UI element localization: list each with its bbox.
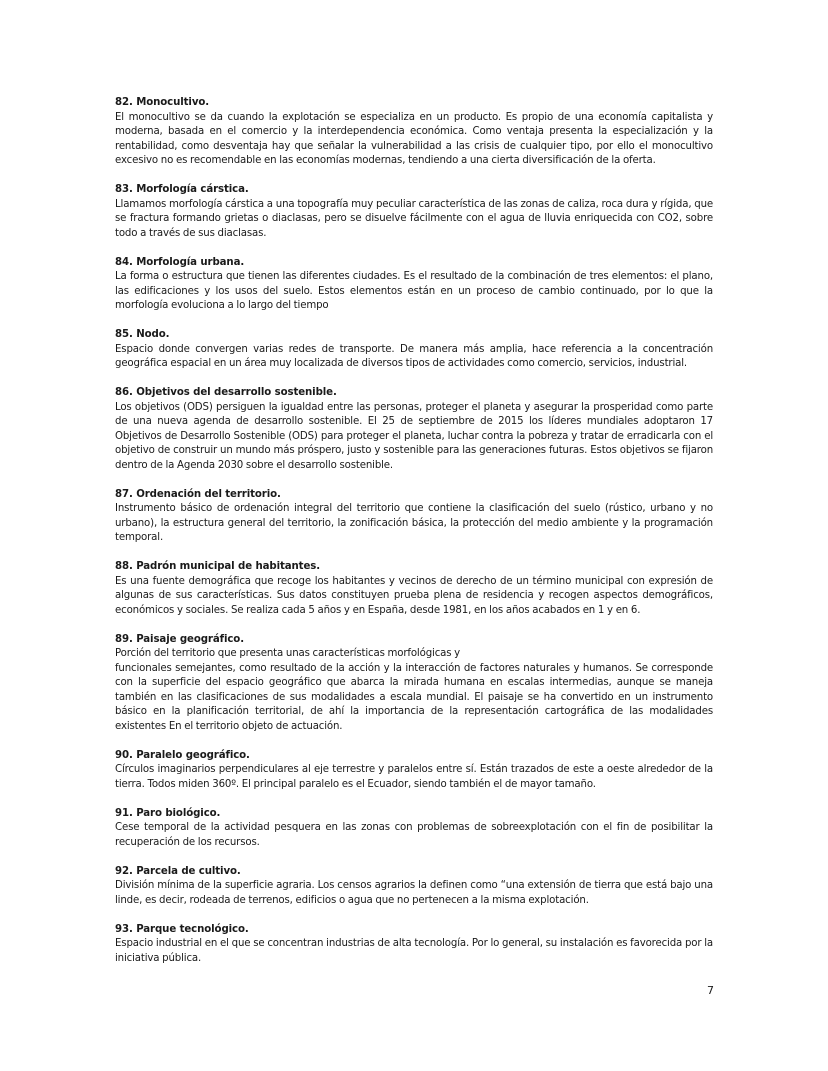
definition-first-line: Porción del territorio que presenta unas características morfológicas y [115, 648, 461, 659]
glossary-entry-padron-municipal [115, 560, 713, 618]
entry-definition: Los objetivos (ODS) persiguen la igualdad entre las personas, proteger el planeta y asegurar la prosperidad como parte de una nueva agenda de desarrollo sostenible. El 25 de septiembre de 2015 los líderes mundiales adoptaron 17 Objetivos de Desarrollo Sostenible (ODS) para proteger el planeta, luchar contra la pobreza y tratar de erradicarla con el objetivo de construir un mundo más próspero, justo y sostenible para las generaciones futuras. Estos objetivos se fijaron dentro de la Agenda 2030 sobre el desarrollo sostenible. [115, 401, 713, 471]
page-number: 7 [707, 984, 714, 997]
glossary-entry-paro-biologico [115, 807, 713, 851]
entry-definition: El monocultivo se da cuando la explotación se especializa en un producto. Es propio de una economía capitalista y moderna, basada en el comercio y la interdependencia económica. Como ventaja presenta la especialización y la rentabilidad, como desventaja hay que señalar la vulnerabilidad a las crisis de cualquier tipo, por ello el monocultivo excesivo no es recomendable en las economías modernas, tendiendo a una cierta diversificación de la oferta. [115, 111, 713, 166]
entry-definition: División mínima de la superficie agraria. Los censos agrarios la definen como “una extensión de tierra que está bajo una linde, es decir, rodeada de terrenos, edificios o agua que no pertenecen a la misma explotación. [115, 880, 713, 906]
definition-continuation: funcionales semejantes, como resultado de la acción y la interacción de factores naturales y humanos. Se corresponde con la superficie del espacio geográfico que abarca la mirada humana en escalas intermedias, aunque se maneja también en las clasificaciones de sus modalidades a escala mundial. El paisaje se ha convertido en un instrumento básico en la planificación territorial, de ahí la importancia de la representación cartográfica de las modalidades existentes En el territorio objeto de actuación. [115, 662, 713, 732]
entry-term: 89. Paisaje geográfico. [115, 633, 244, 645]
glossary-entry-nodo [115, 328, 713, 372]
entry-term: 91. Paro biológico. [115, 807, 221, 819]
entry-term: 82. Monocultivo. [115, 97, 210, 108]
glossary-entry-ods [115, 386, 713, 473]
entry-definition [115, 647, 713, 734]
entry-term: 92. Parcela de cultivo. [115, 865, 241, 877]
entry-definition: Espacio industrial en el que se concentran industrias de alta tecnología. Por lo general, su instalación es favorecida por la iniciativa pública. [115, 938, 713, 964]
entry-definition: Llamamos morfología cárstica a una topografía muy peculiar característica de las zonas de caliza, roca dura y rígida, que se fractura formando grietas o diaclasas, pero se disuelve fácilmente con el agua de lluvia enriquecida con CO2, sobre todo a través de sus diaclasas. [115, 198, 713, 239]
glossary-entry-morfologia-carstica [115, 183, 713, 241]
entry-definition: Círculos imaginarios perpendiculares al eje terrestre y paralelos entre sí. Están trazados de este a oeste alrededor de la tierra. Todos miden 360º. El principal paralelo es el Ecuador, siendo también el de mayor tamaño. [115, 764, 713, 790]
entry-term: 86. Objetivos del desarrollo sostenible. [115, 387, 337, 398]
entry-term: 88. Padrón municipal de habitantes. [115, 561, 320, 572]
entry-term: 90. Paralelo geográfico. [115, 749, 250, 761]
entry-term: 84. Morfología urbana. [115, 256, 245, 268]
entry-definition: Espacio donde convergen varias redes de transporte. De manera más amplia, hace referencia a la concentración geográfica espacial en un área muy localizada de diversos tipos de actividades como comercio, servicios, industrial. [115, 343, 713, 369]
entry-term: 83. Morfología cárstica. [115, 184, 249, 195]
entry-term: 87. Ordenación del territorio. [115, 488, 281, 500]
glossary-entry-parcela-cultivo [115, 865, 713, 909]
glossary-entry-morfologia-urbana [115, 256, 713, 314]
glossary-entry-ordenacion-territorio [115, 488, 713, 546]
glossary-entry-monocultivo [115, 96, 713, 169]
entry-definition: La forma o estructura que tienen las diferentes ciudades. Es el resultado de la combinación de tres elementos: el plano, las edificaciones y los usos del suelo. Estos elementos están en un proceso de cambio continuado, por lo que la morfología evoluciona a lo largo del tiempo [115, 271, 713, 311]
entry-term: 93. Parque tecnológico. [115, 923, 249, 935]
entry-definition: Cese temporal de la actividad pesquera en las zonas con problemas de sobreexplotación con el fin de posibilitar la recuperación de los recursos. [115, 822, 713, 848]
glossary-page [115, 96, 713, 981]
glossary-entry-paisaje-geografico [115, 633, 713, 735]
entry-definition: Instrumento básico de ordenación integral del territorio que contiene la clasificación del suelo (rústico, urbano y no urbano), la estructura general del territorio, la zonificación básica, la protección del medio ambiente y la programación temporal. [115, 503, 713, 543]
entry-definition: Es una fuente demográfica que recoge los habitantes y vecinos de derecho de un término municipal con expresión de algunas de sus características. Sus datos constituyen prueba plena de residencia y recogen aspectos demográficos, económicos y sociales. Se realiza cada 5 años y en España, desde 1981, en los años acabados en 1 y en 6. [115, 575, 713, 616]
entry-term: 85. Nodo. [115, 329, 170, 340]
glossary-entry-paralelo-geografico [115, 749, 713, 793]
glossary-entry-parque-tecnologico [115, 923, 713, 967]
